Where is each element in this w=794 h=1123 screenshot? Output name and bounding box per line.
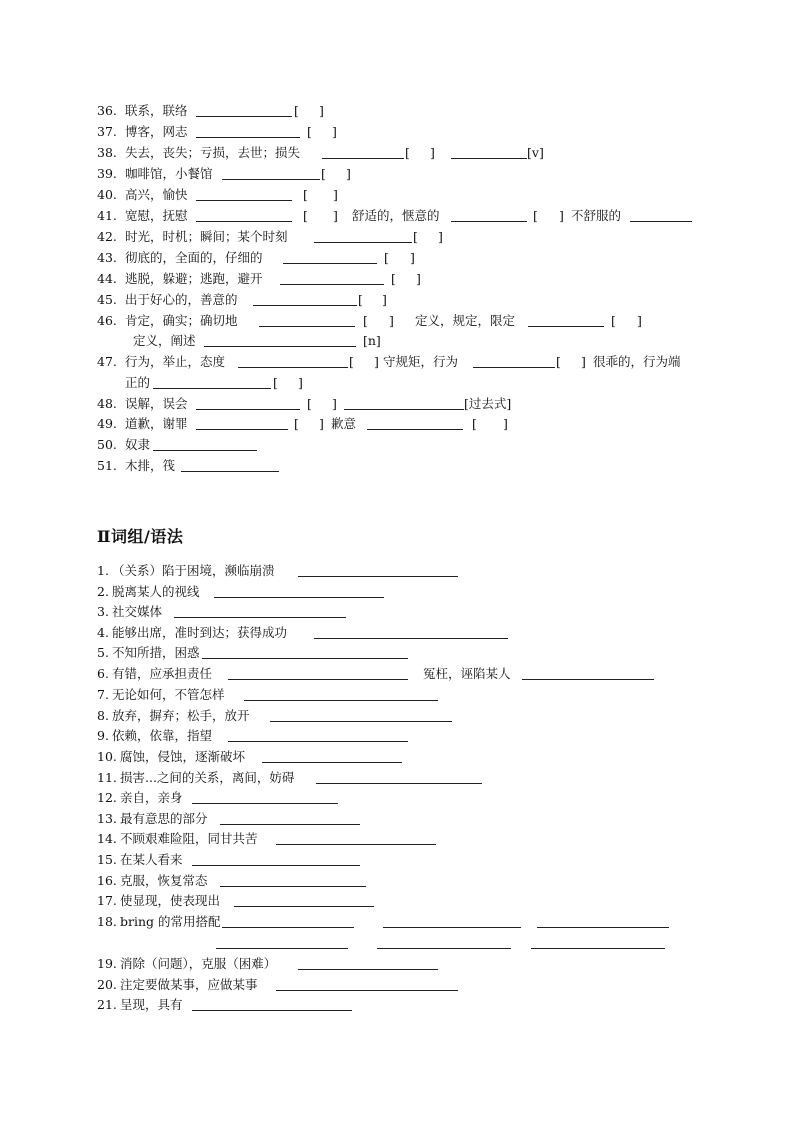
- pos-bracket-close: ]: [319, 416, 324, 431]
- pos-bracket-close: ]: [637, 313, 642, 328]
- answer-blank[interactable]: [220, 886, 366, 887]
- item-prompt: 彻底的，全面的，仔细的: [125, 250, 263, 265]
- pos-bracket-open: [: [321, 166, 326, 181]
- item-number: 20.: [97, 977, 117, 992]
- item-prompt: 肯定，确实；确切地: [125, 313, 238, 328]
- answer-blank[interactable]: [280, 284, 384, 285]
- item-prompt: 误解，误会: [125, 396, 188, 411]
- item-number: 46.: [97, 313, 117, 328]
- answer-blank-3[interactable]: [204, 346, 356, 347]
- pos-bracket-open: [: [472, 416, 477, 431]
- answer-blank[interactable]: [196, 137, 300, 138]
- item-prompt: 高兴，愉快: [125, 187, 188, 202]
- answer-blank[interactable]: [270, 721, 452, 722]
- item-prompt-2: 冤枉，诬陷某人: [423, 666, 511, 681]
- answer-blank[interactable]: [244, 700, 438, 701]
- answer-blank[interactable]: [153, 450, 257, 451]
- item-prompt-2: 守规矩，行为: [383, 354, 459, 369]
- item-number: 8.: [97, 708, 109, 723]
- pos-bracket-close: ]: [346, 166, 351, 181]
- item-number: 21.: [97, 997, 117, 1012]
- item-number: 41.: [97, 208, 117, 223]
- answer-blank[interactable]: [220, 824, 360, 825]
- pos-bracket-close: ]: [374, 354, 379, 369]
- answer-blank[interactable]: [259, 326, 355, 327]
- item-prompt: 依赖，依靠，指望: [112, 728, 213, 743]
- item-number: 40.: [97, 187, 117, 202]
- item-number: 47.: [97, 354, 117, 369]
- item-number: 16.: [97, 873, 117, 888]
- item-prompt: 宽慰，抚慰: [125, 208, 188, 223]
- pos-bracket-close: ]: [503, 416, 508, 431]
- item-prompt: 无论如何，不管怎样: [112, 687, 225, 702]
- item-prompt: 脱离某人的视线: [112, 584, 200, 599]
- answer-blank[interactable]: [192, 803, 338, 804]
- item-number: 39.: [97, 166, 117, 181]
- item-number: 12.: [97, 790, 117, 805]
- answer-blank-3[interactable]: [537, 927, 669, 928]
- answer-blank[interactable]: [234, 906, 374, 907]
- pos-bracket-open: [: [273, 375, 278, 390]
- pos-bracket-close: ]: [416, 271, 421, 286]
- pos-bracket-close: ]: [333, 187, 338, 202]
- item-number: 17.: [97, 893, 117, 908]
- answer-blank-5[interactable]: [377, 948, 511, 949]
- item-prompt: 呈现，具有: [120, 997, 183, 1012]
- item-prompt: 咖啡馆，小餐馆: [125, 166, 213, 181]
- item-prompt: 不顾艰难险阻，同甘共苦: [120, 831, 258, 846]
- answer-blank-past[interactable]: [344, 409, 464, 410]
- item-prompt-4: 正的: [125, 375, 151, 390]
- item-prompt: 有错，应承担责任: [112, 666, 213, 681]
- answer-blank[interactable]: [316, 783, 482, 784]
- item-number: 7.: [97, 687, 109, 702]
- item-prompt: bring 的常用搭配: [120, 914, 221, 929]
- answer-blank[interactable]: [238, 367, 348, 368]
- answer-blank-2[interactable]: [528, 326, 604, 327]
- item-number: 5.: [97, 645, 109, 660]
- item-number: 36.: [97, 103, 117, 118]
- answer-blank[interactable]: [196, 116, 292, 117]
- item-prompt-3: 定义，阐述: [133, 333, 196, 348]
- item-prompt-3: 很乖的，行为端: [593, 354, 681, 369]
- answer-blank[interactable]: [314, 638, 508, 639]
- pos-bracket-open: [: [294, 416, 299, 431]
- pos-bracket-close: ]: [298, 375, 303, 390]
- answer-blank[interactable]: [192, 1010, 352, 1011]
- pos-bracket-open: [: [363, 313, 368, 328]
- item-prompt: 道歉，谢罪: [125, 416, 188, 431]
- answer-blank[interactable]: [222, 179, 320, 180]
- item-number: 44.: [97, 271, 117, 286]
- answer-blank[interactable]: [314, 242, 412, 243]
- answer-blank[interactable]: [174, 617, 346, 618]
- pos-bracket-open: [: [384, 250, 389, 265]
- item-prompt: 联系，联络: [125, 103, 188, 118]
- item-number: 51.: [97, 458, 117, 473]
- item-prompt: 奴隶: [125, 437, 151, 452]
- pos-bracket-close: ]: [410, 250, 415, 265]
- pos-bracket-open: [: [405, 145, 410, 160]
- pos-bracket-close: ]: [382, 292, 387, 307]
- pos-hint: [过去式]: [464, 396, 512, 411]
- item-prompt-2: 歉意: [331, 416, 357, 431]
- item-prompt: 出于好心的，善意的: [125, 292, 238, 307]
- item-number: 3.: [97, 604, 109, 619]
- item-prompt: 社交媒体: [112, 604, 163, 619]
- item-prompt: 注定要做某事，应做某事: [120, 977, 258, 992]
- item-prompt: （关系）陷于困境，濒临崩溃: [112, 563, 275, 578]
- answer-blank-2[interactable]: [383, 927, 521, 928]
- answer-blank[interactable]: [202, 658, 408, 659]
- pos-bracket-open: [: [294, 103, 299, 118]
- pos-bracket-open: [: [533, 208, 538, 223]
- item-number: 2.: [97, 584, 109, 599]
- answer-blank-6[interactable]: [531, 948, 665, 949]
- pos-bracket-close: ]: [430, 145, 435, 160]
- item-number: 38.: [97, 145, 117, 160]
- answer-blank[interactable]: [196, 200, 292, 201]
- answer-blank[interactable]: [276, 990, 458, 991]
- answer-blank-2[interactable]: [522, 679, 654, 680]
- pos-bracket-open: [: [611, 313, 616, 328]
- pos-bracket-close: ]: [559, 208, 564, 223]
- pos-bracket-open: [: [307, 396, 312, 411]
- answer-blank[interactable]: [283, 263, 377, 264]
- answer-blank[interactable]: [192, 865, 360, 866]
- item-number: 45.: [97, 292, 117, 307]
- item-prompt: 最有意思的部分: [120, 811, 208, 826]
- item-number: 18.: [97, 914, 117, 929]
- item-number: 50.: [97, 437, 117, 452]
- pos-bracket-close: ]: [581, 354, 586, 369]
- item-number: 13.: [97, 811, 117, 826]
- pos-bracket-open: [: [358, 292, 363, 307]
- item-prompt: 放弃，摒弃；松手，放开: [112, 708, 250, 723]
- pos-bracket-close: ]: [332, 124, 337, 139]
- item-prompt: 克服，恢复常态: [120, 873, 208, 888]
- pos-hint: [v]: [527, 145, 544, 160]
- item-prompt: 亲自，亲身: [120, 790, 183, 805]
- item-prompt: 消除（问题），克服（困难）: [120, 956, 277, 971]
- answer-blank[interactable]: [228, 741, 408, 742]
- item-prompt: 时光，时机；瞬间；某个时刻: [125, 229, 288, 244]
- answer-blank-4[interactable]: [216, 948, 348, 949]
- answer-blank[interactable]: [196, 221, 292, 222]
- answer-blank[interactable]: [298, 576, 458, 577]
- answer-blank[interactable]: [298, 969, 438, 970]
- item-prompt: 在某人看来: [120, 852, 183, 867]
- item-prompt: 不知所措，困惑: [112, 645, 200, 660]
- pos-bracket-open: [: [303, 208, 308, 223]
- answer-blank[interactable]: [276, 844, 436, 845]
- pos-bracket-close: ]: [319, 103, 324, 118]
- item-prompt: 博客，网志: [125, 124, 188, 139]
- answer-blank[interactable]: [322, 158, 404, 159]
- pos-bracket-close: ]: [438, 229, 443, 244]
- item-prompt: 行为，举止，态度: [125, 354, 226, 369]
- item-prompt-3: 不舒服的: [571, 208, 622, 223]
- item-prompt: 使显现，使表现出: [120, 893, 221, 908]
- item-prompt: 失去，丧失；亏损，去世；损失: [125, 145, 301, 160]
- answer-blank[interactable]: [196, 409, 300, 410]
- pos-bracket-open: [: [413, 229, 418, 244]
- item-number: 6.: [97, 666, 109, 681]
- item-number: 49.: [97, 416, 117, 431]
- item-prompt: 木排，筏: [125, 458, 176, 473]
- answer-blank[interactable]: [181, 471, 279, 472]
- item-prompt-2: 定义，规定，限定: [415, 313, 516, 328]
- pos-bracket-close: ]: [389, 313, 394, 328]
- pos-hint: [n]: [363, 333, 381, 348]
- item-number: 9.: [97, 728, 109, 743]
- item-number: 19.: [97, 956, 117, 971]
- item-prompt: 腐蚀，侵蚀，逐渐破坏: [120, 749, 246, 764]
- pos-bracket-open: [: [349, 354, 354, 369]
- item-prompt: 逃脱，躲避；逃跑，避开: [125, 271, 263, 286]
- pos-bracket-open: [: [556, 354, 561, 369]
- item-number: 42.: [97, 229, 117, 244]
- answer-blank-3[interactable]: [630, 221, 692, 222]
- item-number: 1.: [97, 563, 109, 578]
- answer-blank[interactable]: [253, 305, 357, 306]
- answer-blank-2[interactable]: [451, 221, 527, 222]
- answer-blank[interactable]: [228, 679, 408, 680]
- item-number: 43.: [97, 250, 117, 265]
- item-number: 11.: [97, 770, 117, 785]
- item-number: 4.: [97, 625, 109, 640]
- pos-bracket-close: ]: [332, 396, 337, 411]
- item-number: 37.: [97, 124, 117, 139]
- pos-bracket-open: [: [303, 187, 308, 202]
- item-number: 14.: [97, 831, 117, 846]
- pos-bracket-open: [: [391, 271, 396, 286]
- answer-blank-verb[interactable]: [451, 158, 527, 159]
- answer-blank-2[interactable]: [367, 429, 463, 430]
- pos-bracket-close: ]: [333, 208, 338, 223]
- answer-blank[interactable]: [214, 597, 384, 598]
- item-number: 15.: [97, 852, 117, 867]
- answer-blank-2[interactable]: [473, 367, 555, 368]
- answer-blank[interactable]: [196, 429, 288, 430]
- pos-bracket-open: [: [307, 124, 312, 139]
- answer-blank[interactable]: [262, 762, 402, 763]
- item-prompt: 能够出席，准时到达；获得成功: [112, 625, 288, 640]
- item-prompt-2: 舒适的，惬意的: [352, 208, 440, 223]
- item-number: 10.: [97, 749, 117, 764]
- answer-blank-3[interactable]: [153, 388, 271, 389]
- item-prompt: 损害...之间的关系，离间，妨碍: [120, 770, 295, 785]
- item-number: 48.: [97, 396, 117, 411]
- answer-blank[interactable]: [222, 927, 354, 928]
- section-title: Ⅱ词组/语法: [97, 527, 184, 546]
